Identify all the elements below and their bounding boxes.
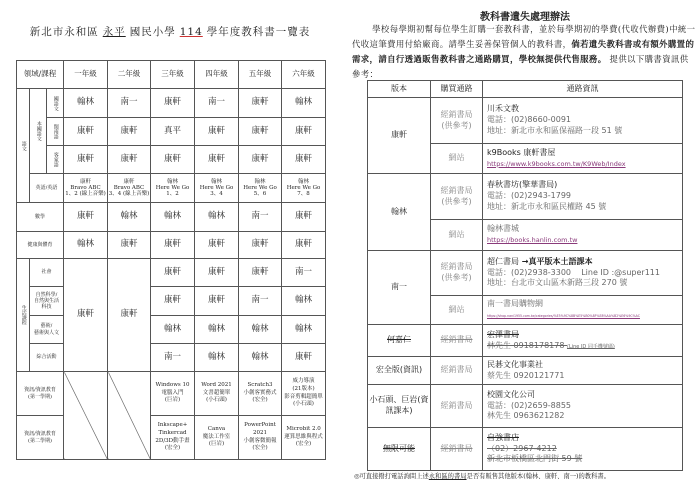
channel-dealer: 經銷書局	[440, 262, 473, 272]
row-label: 健康與體育	[17, 232, 64, 259]
grade-cell: 康軒	[239, 146, 282, 174]
na-cell	[108, 372, 151, 460]
row-label: 資訊/資訊教育 (第一學期)	[17, 372, 64, 416]
header-cell: 購買通路	[431, 81, 483, 98]
channel-dealer: 經銷書局	[440, 185, 473, 195]
grade-cell: 翰林	[151, 316, 195, 344]
table-row	[17, 344, 326, 372]
grade-cell: 翰林 Here We Go 7、8	[282, 174, 326, 203]
table-row	[17, 372, 326, 416]
publisher-kangxuan: 康軒	[368, 98, 431, 174]
grade-cell: 康軒	[195, 259, 239, 287]
store-line-id: Line ID :@super111	[581, 267, 660, 277]
textbook-table	[16, 60, 326, 460]
grade-cell: 康軒	[195, 146, 239, 174]
row-label: 綜合活動	[30, 344, 64, 372]
grade-cell: 康軒	[151, 146, 195, 174]
footnote	[354, 471, 610, 480]
grade-cell: 翰林	[108, 203, 151, 232]
table-row	[17, 174, 326, 203]
grade-cell: 翰林	[282, 89, 326, 118]
row-label: 自然科學/ 自然與生活 科技	[30, 287, 64, 316]
store-address: 地址：台北市文山區木新路三段 270 號	[487, 278, 628, 288]
grade-cell: Microbit 2.0 運算思維與程式 (宏全)	[282, 416, 326, 460]
policy-title: 教科書遺失處理辦法	[480, 12, 570, 23]
grade-cell: 康軒 Bravo ABC 1、2 (線上音樂)	[64, 174, 108, 203]
life-grade2: 康軒	[108, 259, 151, 372]
publisher-nanyi: 南一	[368, 251, 431, 325]
grade-cell: 康軒	[151, 89, 195, 118]
grade-cell: 康軒	[195, 232, 239, 259]
grade-cell: 南一	[151, 344, 195, 372]
channel-dealer: 經銷書局	[440, 109, 473, 119]
store-name: 民碁文化事業社	[487, 359, 543, 369]
table-row	[17, 259, 326, 287]
grade-cell: 康軒 Bravo ABC 3、4 (線上音樂)	[108, 174, 151, 203]
store-phone: 電話：(02)8660-0091	[487, 115, 572, 125]
grade-cell: 康軒	[108, 146, 151, 174]
grade-cell: 康軒	[108, 232, 151, 259]
school-year: 114	[179, 26, 203, 38]
header-cell: 通路資訊	[483, 81, 683, 98]
grade-cell: 翰林	[64, 232, 108, 259]
header-cell: 五年級	[239, 61, 282, 89]
para-bold: 倘若遺失教科書或有額外購置的需求，請自行透過販售教科書之通路購買，學校無提供代售服務。	[352, 39, 695, 64]
group-language: 語文	[17, 89, 30, 203]
para-text: 學校每學期初幫每位學生訂購一套教科書，並於每學期初的學費(代收代辦費)中統一代收這筆費用付給廠商。請學生妥善保管個人的教科書，	[352, 24, 696, 49]
publisher-wuxian: 無限可能	[368, 428, 431, 471]
store-address: 新北市板橋區北門街 59 號	[487, 454, 583, 464]
store-phone: 電話：(02)2659-8855	[487, 400, 572, 410]
channel-ref: (供參考)	[441, 273, 472, 282]
grade-cell: 翰林	[282, 287, 326, 316]
grade-cell: 威力導演 (21版本) 影音剪輯超簡單 (小石頭)	[282, 372, 326, 416]
site-name: 翰林書城	[487, 224, 519, 234]
grade-cell: 康軒	[239, 232, 282, 259]
table-row	[17, 316, 326, 344]
row-label: 數學	[17, 203, 64, 232]
header-cell: 版本	[368, 81, 431, 98]
store-phone: 電話：(02)2943-1799	[487, 191, 572, 201]
channel-ref: (供參考)	[441, 120, 472, 130]
group-native-language: 本國語文	[30, 89, 47, 174]
grade-cell: 康軒	[151, 259, 195, 287]
grade-cell: 南一	[282, 259, 326, 287]
store-contact: 林先生 0963621282	[487, 411, 565, 421]
grade-cell: 康軒	[195, 287, 239, 316]
store-line-id: (Line ID 同手機號碼)	[567, 343, 615, 350]
title-mid: 國民小學	[129, 26, 176, 38]
store-name: 宏澤書局	[487, 329, 519, 339]
row-label: 國語文	[47, 89, 64, 118]
grade-cell: 康軒	[239, 259, 282, 287]
grade-cell: Word 2021 文書超簡單 (小石頭)	[195, 372, 239, 416]
store-name: 春秋書坊(擎華書局)	[487, 180, 558, 190]
grade-cell: 翰林	[195, 203, 239, 232]
table-row	[17, 146, 326, 174]
store-contact: 蔡先生 0920121771	[487, 370, 565, 380]
table-row	[17, 203, 326, 232]
title-prefix: 新北市永和區	[29, 26, 99, 38]
channel-dealer: 經銷書局	[431, 325, 483, 357]
booklist-title	[0, 24, 340, 39]
grade-cell: Canva 魔法工作室 (巨岩)	[195, 416, 239, 460]
grade-cell: 康軒	[151, 287, 195, 316]
channel-dealer: 經銷書局	[431, 357, 483, 385]
store-phone: （02）2967-4212	[487, 443, 557, 453]
grade-cell: 康軒	[282, 203, 326, 232]
grade-cell: 康軒	[64, 203, 108, 232]
grade-cell: 康軒	[239, 118, 282, 146]
grade-cell: 康軒	[108, 118, 151, 146]
publisher-stone: 小石頭、巨岩(資訊課本)	[368, 385, 431, 428]
row-label: 閩南語	[47, 118, 64, 146]
channel-ref: (供參考)	[441, 196, 472, 206]
grade-cell: 康軒	[64, 118, 108, 146]
grade-cell: 翰林	[195, 344, 239, 372]
header-cell: 四年級	[195, 61, 239, 89]
para-text: 提供以下購書資訊供參考：	[352, 54, 689, 79]
grade-cell: 南一	[108, 89, 151, 118]
grade-cell: 康軒	[195, 118, 239, 146]
header-row	[17, 61, 326, 89]
group-life: 生活課程	[17, 259, 30, 372]
grade-cell: 翰林	[239, 344, 282, 372]
grade-cell: 翰林 Here We Go 3、4	[195, 174, 239, 203]
grade-cell: 翰林 Here We Go 5、6	[239, 174, 282, 203]
store-name: 川禾文教	[487, 104, 519, 114]
site-name: 南一書局購物網	[487, 299, 543, 309]
store-name: 自強書店	[487, 432, 519, 442]
grade-cell: 康軒	[239, 89, 282, 118]
grade-cell: 南一	[239, 287, 282, 316]
grade-cell: 翰林	[195, 316, 239, 344]
grade-cell: 康軒	[282, 118, 326, 146]
store-note: →真平版本土語課本	[519, 256, 593, 266]
grade-cell: 真平	[151, 118, 195, 146]
row-label: 資訊/資訊教育 (第二學期)	[17, 416, 64, 460]
na-cell	[64, 372, 108, 460]
grade-cell: 南一	[239, 203, 282, 232]
grade-cell: Inkscape+ Tinkercad 2D/3D動手畫 (宏全)	[151, 416, 195, 460]
header-cell: 二年級	[108, 61, 151, 89]
grade-cell: 翰林	[239, 316, 282, 344]
header-cell: 領域/課程	[17, 61, 64, 89]
channel-dealer: 經銷書局	[431, 428, 483, 471]
store-phone: 電話：(02)2938-3300	[487, 267, 572, 277]
foot-text: 是否有販售其他版本(翰林、康軒、南一)的教科書。	[466, 473, 610, 480]
row-label: 藝術/ 藝術與人文	[30, 316, 64, 344]
table-row	[17, 232, 326, 259]
grade-cell: 翰林	[151, 203, 195, 232]
grade-cell: Scratch3 小創客實務式 (宏全)	[239, 372, 282, 416]
title-suffix: 學年度教科書一覽表	[206, 26, 311, 38]
publisher-hanlin: 翰林	[368, 174, 431, 251]
header-cell: 六年級	[282, 61, 326, 89]
grade-cell: 康軒	[282, 146, 326, 174]
table-row	[17, 416, 326, 460]
header-cell: 一年級	[64, 61, 108, 89]
grade-cell: 康軒	[64, 146, 108, 174]
foot-underline: 永和區的書局	[428, 473, 467, 480]
grade-cell: 翰林	[282, 316, 326, 344]
grade-cell: 康軒	[282, 232, 326, 259]
life-grade1: 康軒	[64, 259, 108, 372]
header-cell: 三年級	[151, 61, 195, 89]
foot-text: ◎可直接撥打電話詢問上述	[354, 473, 429, 480]
store-name: 校園文化公司	[487, 389, 535, 399]
table-row	[17, 118, 326, 146]
row-label: 英語/英語	[30, 174, 64, 203]
store-address: 地址：新北市永和區保福路一段 51 號	[487, 125, 623, 135]
table-row	[17, 89, 326, 118]
channel-website: 網站	[431, 220, 483, 251]
channel-dealer: 經銷書局	[431, 385, 483, 428]
site-link[interactable]: https://shop.nani1955.com.tw/categories/%E5%9C%8B%E5%B0%8F%E8%AA%B2%E6%9C%AC	[487, 314, 640, 318]
policy-paragraph	[352, 22, 697, 82]
site-link[interactable]: https://books.hanlin.com.tw	[487, 236, 578, 244]
site-link[interactable]: https://www.k9books.com.tw/K9Web/Index	[487, 159, 626, 168]
table-row	[17, 287, 326, 316]
grade-cell: PowerPoint 2021 小創客微簡報 (宏全)	[239, 416, 282, 460]
grade-cell: 翰林	[64, 89, 108, 118]
channel-website: 網站	[431, 296, 483, 325]
school-name: 永平	[102, 26, 126, 38]
publisher-hejiaren: 何嘉仁	[368, 325, 431, 357]
grade-cell: 康軒	[282, 344, 326, 372]
grade-cell: 南一	[195, 89, 239, 118]
grade-cell: 康軒	[151, 232, 195, 259]
row-label: 客家語	[47, 146, 64, 174]
site-name: k9Books 康軒書屋	[487, 147, 556, 157]
publisher-hongquan: 宏全版(資訊)	[368, 357, 431, 385]
grade-cell: 翰林 Here We Go 1、2	[151, 174, 195, 203]
grade-cell: Windows 10 電腦入門 (巨岩)	[151, 372, 195, 416]
row-label: 社會	[30, 259, 64, 287]
store-contact: 林先生 0918178178	[487, 340, 565, 350]
store-name: 超仁書局	[487, 256, 519, 266]
channel-website: 網站	[431, 144, 483, 174]
store-address: 地址：新北市永和區民權路 45 號	[487, 201, 607, 211]
purchase-table	[367, 80, 683, 471]
